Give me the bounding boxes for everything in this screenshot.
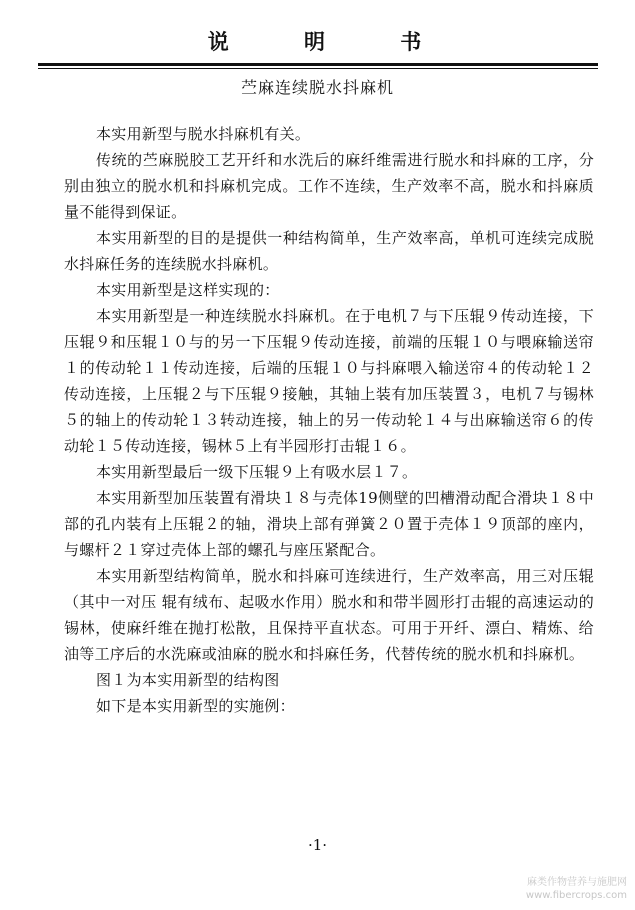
- paragraph: 本实用新型结构简单，脱水和抖麻可连续进行，生产效率高，用三对压辊（其中一对压 辊有绒布、起吸水作用）脱水和和带半圆形打击辊的高速运动的锡林，使麻纤维在抛打松散，且保持平直状态。可用于开纤、漂白、精炼、给油等工序后的水洗麻或油麻的脱水和抖麻任务，代替传统的脱水机和抖麻机。: [64, 567, 594, 663]
- watermark-url: www.fibercrops.com: [525, 890, 627, 901]
- paragraph: 传统的苎麻脱胶工艺开纤和水洗后的麻纤维需进行脱水和抖麻的工序，分别由独立的脱水机和抖麻机完成。工作不连续，生产效率不高，脱水和抖麻质量不能得到保证。: [64, 151, 594, 221]
- document-body: [64, 121, 594, 719]
- paragraph: 本实用新型与脱水抖麻机有关。: [96, 125, 311, 143]
- page-number: ·1·: [307, 836, 328, 854]
- header-rule-thin: [38, 68, 598, 69]
- paragraph: 本实用新型的目的是提供一种结构简单，生产效率高，单机可连续完成脱水抖麻任务的连续脱水抖麻机。: [64, 229, 594, 273]
- watermark: [526, 876, 627, 902]
- watermark-line: 麻类作物营养与施肥网: [527, 877, 627, 888]
- paragraph: 如下是本实用新型的实施例：: [96, 697, 295, 715]
- header-rule-thick: [38, 63, 598, 66]
- paragraph: 本实用新型最后一级下压辊９上有吸水层１７。: [96, 463, 418, 481]
- paragraph: 本实用新型是这样实现的：: [96, 281, 280, 299]
- document-title: 苎麻连续脱水抖麻机: [240, 78, 394, 97]
- paragraph: 图１为本实用新型的结构图: [96, 671, 280, 689]
- paragraph: 本实用新型加压装置有滑块１８与壳体19侧壁的凹槽滑动配合滑块１８中部的孔内装有上压辊２的轴，滑块上部有弹簧２０置于壳体１９顶部的座内，与螺杆２１穿过壳体上部的螺孔与座压紧配合。: [64, 489, 594, 559]
- paragraph: 本实用新型是一种连续脱水抖麻机。在于电机７与下压辊９传动连接，下压辊９和压辊１０与的另一下压辊９传动连接，前端的压辊１０与喂麻输送帘１的传动轮１１传动连接，后端的压辊１０与抖麻喂入输送帘４的传动轮１２传动连接，上压辊２与下压辊９接触，其轴上装有加压装置３，电机７与锡林５的轴上的传动轮１３转动连接，轴上的另一传动轮１４与出麻输送帘６的传动轮１５传动连接，锡林５上有半园形打击辊１６。: [64, 307, 594, 455]
- header-title: 说 明 书: [207, 29, 456, 54]
